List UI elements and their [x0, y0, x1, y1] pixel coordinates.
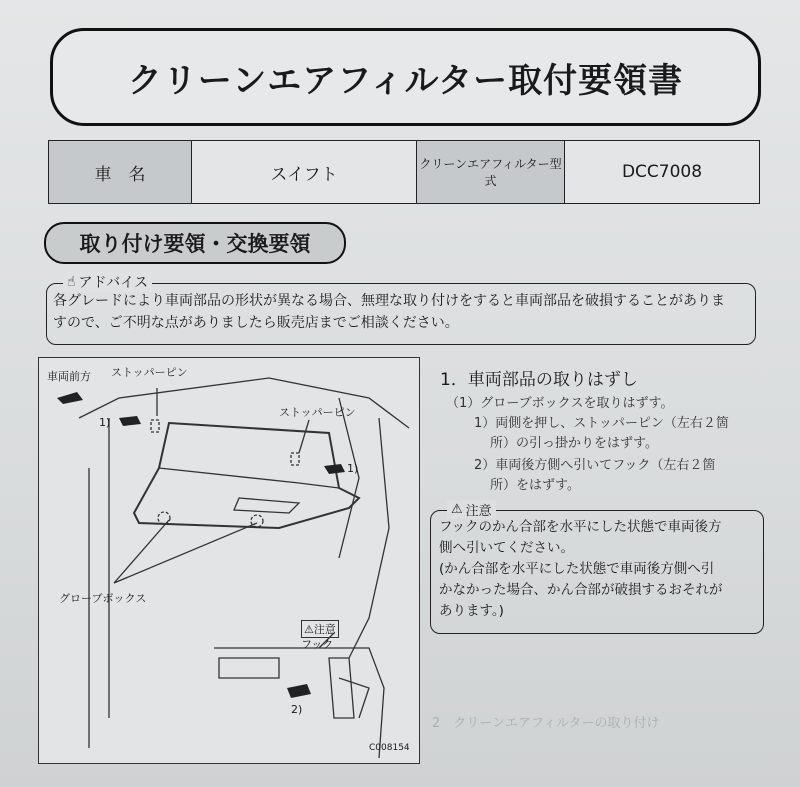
- figure-caution-text: 注意: [313, 623, 336, 636]
- stopper-pin-left-label: ストッパーピン: [111, 366, 188, 379]
- advice-text: [53, 290, 749, 334]
- step1-sub1: （1）グローブボックスを取りはずす。: [446, 396, 674, 411]
- step2-marker: 2): [291, 703, 303, 716]
- caution-line-2: 側へ引いてください。: [439, 540, 574, 556]
- caution-box: [430, 502, 764, 634]
- glovebox-figure: [38, 357, 420, 764]
- warning-triangle-icon: ⚠: [451, 502, 463, 517]
- step1-item2-line1: 2）車両後方側へ引いてフック（左右２箇: [474, 458, 716, 473]
- caution-text: [439, 517, 757, 622]
- advice-line-1: 各グレードにより車両部品の形状が異なる場合、無理な取り付けをすると車両部品を破損することがありま: [53, 293, 725, 309]
- filter-model-value: DCC7008: [565, 141, 760, 204]
- caution-line-3: (かん合部を水平にした状態で車両後方側へ引: [439, 561, 715, 577]
- figure-code: C008154: [369, 743, 410, 753]
- hand-pointing-icon: ☝: [67, 274, 76, 290]
- step1-item2-line2: 所）をはずす。: [490, 478, 580, 493]
- glovebox-label: グローブボックス: [59, 592, 147, 605]
- caution-line-1: フックのかん合部を水平にした状態で車両後方: [439, 519, 722, 535]
- caution-label-text: 注意: [465, 504, 492, 519]
- stopper-pin-right-label: ストッパーピン: [279, 406, 356, 419]
- warning-triangle-icon: ⚠: [304, 623, 314, 636]
- vehicle-front-label: 車両前方: [47, 370, 91, 383]
- bleed-through-text: 2 クリーンエアフィルターの取り付け: [432, 716, 660, 731]
- filter-model-label: クリーンエアフィルター型式: [417, 141, 565, 204]
- hook-label: フック: [301, 638, 334, 651]
- vehicle-info-table: [48, 140, 760, 204]
- page-title: クリーンエアフィルター取付要領書: [127, 60, 684, 101]
- advice-line-2: すので、ご不明な点がありましたら販売店までご相談ください。: [53, 315, 459, 331]
- section-heading: 取り付け要領・交換要領: [44, 222, 346, 264]
- advice-label: [63, 272, 152, 292]
- advice-label-text: アドバイス: [78, 275, 149, 291]
- title-box: [50, 28, 761, 126]
- caution-line-4: かなかった場合、かん合部が破損するおそれが: [439, 582, 723, 598]
- step1-item1-line2: 所）の引っ掛かりをはずす。: [490, 436, 658, 451]
- vehicle-name-label: 車 名: [49, 141, 192, 204]
- step1-right-marker: 1): [347, 462, 359, 475]
- caution-line-5: あります。): [439, 603, 504, 619]
- glovebox-illustration: [39, 358, 419, 763]
- vehicle-name-value: スイフト: [192, 141, 417, 204]
- step1-item1-line1: 1）両側を押し、ストッパーピン（左右２箇: [474, 416, 729, 431]
- advice-box: [46, 274, 756, 345]
- step1-title: 1．車両部品の取りはずし: [440, 370, 638, 390]
- step1-left-marker: 1): [99, 416, 111, 429]
